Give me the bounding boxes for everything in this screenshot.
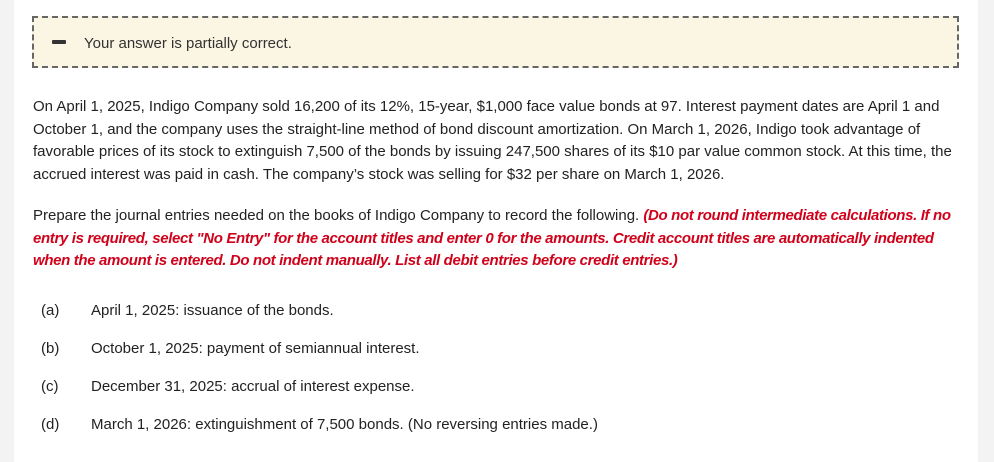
answer-status-text: Your answer is partially correct. <box>84 35 292 52</box>
part-description: October 1, 2025: payment of semiannual interest. <box>91 340 420 357</box>
part-letter: (b) <box>41 340 60 357</box>
instructions-emphasis: (Do not round intermediate calculations. If no entry is required, select "No Entry" for the account titles and enter 0 for the amounts. Credit account titles are automatically indented when the amount is entered. Do not indent manually. List all debit entries before credit entries.) <box>33 207 951 269</box>
instructions-lead: Prepare the journal entries needed on the books of Indigo Company to record the following. <box>33 207 640 224</box>
part-letter: (a) <box>41 302 60 319</box>
part-a <box>41 302 334 319</box>
part-b <box>41 340 420 357</box>
problem-statement: On April 1, 2025, Indigo Company sold 16,200 of its 12%, 15-year, $1,000 face value bonds at 97. Interest payment dates are April 1 and October 1, and the company uses the straight-line method of bond discount amortization. On March 1, 2026, Indigo took advantage of favorable prices of its stock to extinguish 7,500 of the bonds by issuing 247,500 shares of its $10 par value common stock. At this time, the accrued interest was paid in cash. The company’s stock was selling for $32 per share on March 1, 2026. <box>33 98 952 183</box>
answer-status-banner <box>32 16 959 68</box>
instructions <box>33 205 968 273</box>
part-c <box>41 378 415 395</box>
part-d <box>41 416 598 433</box>
minus-icon <box>52 40 66 44</box>
part-description: April 1, 2025: issuance of the bonds. <box>91 302 334 319</box>
part-letter: (c) <box>41 378 59 395</box>
part-letter: (d) <box>41 416 60 433</box>
part-description: March 1, 2026: extinguishment of 7,500 bonds. (No reversing entries made.) <box>91 416 598 433</box>
question-panel <box>14 0 978 462</box>
part-description: December 31, 2025: accrual of interest expense. <box>91 378 415 395</box>
